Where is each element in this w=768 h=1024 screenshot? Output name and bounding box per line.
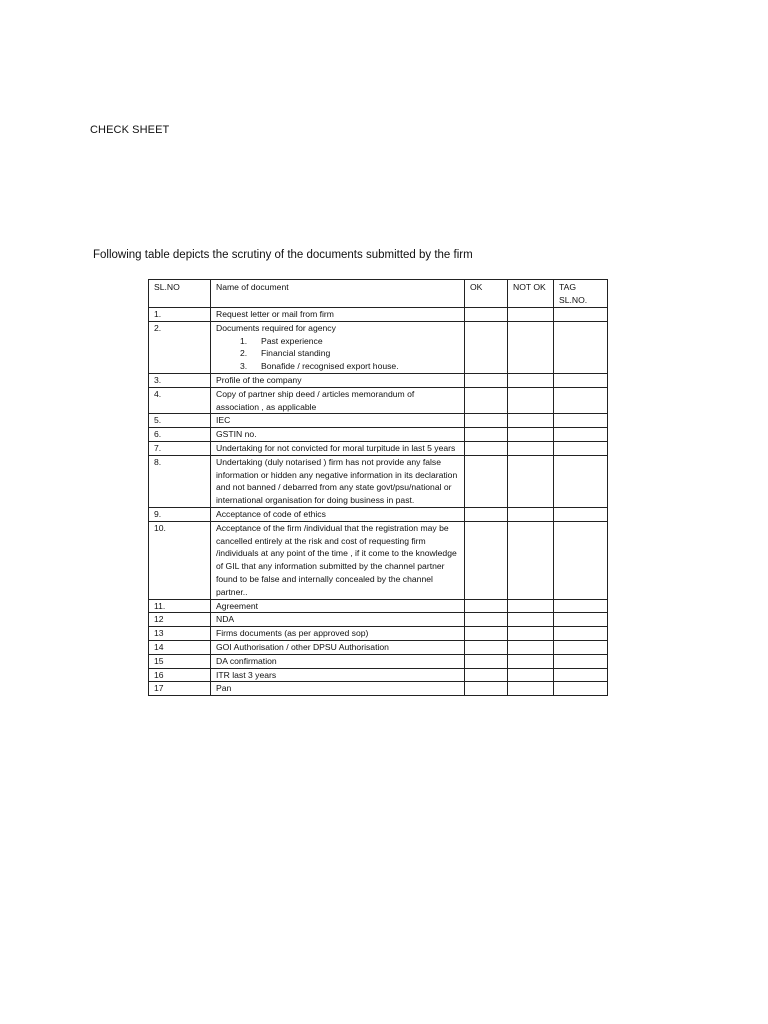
sub-item-number: 1.: [240, 335, 248, 346]
cell-not-ok: [508, 387, 554, 414]
cell-document-name: [211, 441, 465, 455]
cell-ok: [465, 599, 508, 613]
cell-not-ok: [508, 441, 554, 455]
cell-not-ok: [508, 682, 554, 696]
cell-ok: [465, 321, 508, 373]
cell-tag-sl-no: [554, 640, 608, 654]
cell-document-name: [211, 455, 465, 507]
document-name: IEC: [216, 415, 231, 426]
cell-document-name: [211, 428, 465, 442]
cell-document-name: [211, 627, 465, 641]
cell-sl-no: 16: [149, 668, 211, 682]
table-row: [149, 654, 608, 668]
cell-sl-no: 6.: [149, 428, 211, 442]
sub-list-item: [240, 335, 459, 348]
table-row: [149, 668, 608, 682]
cell-document-name: [211, 640, 465, 654]
header-tag: TAG SL.NO.: [554, 280, 608, 308]
cell-ok: [465, 428, 508, 442]
cell-tag-sl-no: [554, 668, 608, 682]
document-name: Acceptance of the firm /individual that the registration may be cancelled entirely at the risk and cost of requesting firm /individuals at any point of the time , if it come to the knowledge of GIL that any information submitted by the channel partner found to be false and internally concealed by the channel partner..: [216, 522, 457, 597]
header-sl-no: SL.NO: [149, 280, 211, 308]
cell-ok: [465, 308, 508, 322]
document-name: Undertaking (duly notarised ) firm has not provide any false information or hidden any negative information in its declaration and not banned / debarred from any state govt/psu/national or international organisation for doing business in past.: [216, 456, 458, 506]
cell-not-ok: [508, 668, 554, 682]
document-name: NDA: [216, 614, 235, 625]
table-row: [149, 627, 608, 641]
cell-sl-no: 3.: [149, 373, 211, 387]
cell-tag-sl-no: [554, 387, 608, 414]
cell-tag-sl-no: [554, 599, 608, 613]
cell-sl-no: 13: [149, 627, 211, 641]
cell-tag-sl-no: [554, 521, 608, 599]
cell-not-ok: [508, 627, 554, 641]
cell-document-name: [211, 668, 465, 682]
cell-sl-no: 11.: [149, 599, 211, 613]
cell-ok: [465, 373, 508, 387]
header-name: Name of document: [211, 280, 465, 308]
table-row: [149, 521, 608, 599]
sub-item-text: Past experience: [261, 335, 323, 346]
table-row: [149, 308, 608, 322]
table-row: [149, 613, 608, 627]
cell-ok: [465, 414, 508, 428]
cell-sl-no: 17: [149, 682, 211, 696]
cell-tag-sl-no: [554, 455, 608, 507]
cell-not-ok: [508, 507, 554, 521]
cell-sl-no: 12: [149, 613, 211, 627]
cell-tag-sl-no: [554, 373, 608, 387]
sub-item-text: Financial standing: [261, 348, 331, 359]
cell-tag-sl-no: [554, 321, 608, 373]
cell-tag-sl-no: [554, 414, 608, 428]
table-header-row: [149, 280, 608, 308]
cell-document-name: [211, 521, 465, 599]
document-name: Firms documents (as per approved sop): [216, 628, 369, 639]
document-name: Pan: [216, 683, 232, 694]
table-row: [149, 682, 608, 696]
document-name: ITR last 3 years: [216, 669, 277, 680]
page-title: CHECK SHEET: [90, 124, 170, 136]
sub-list-item: [240, 360, 459, 373]
document-name: Profile of the company: [216, 374, 302, 385]
table-row: [149, 414, 608, 428]
cell-not-ok: [508, 414, 554, 428]
table-row: [149, 441, 608, 455]
cell-ok: [465, 640, 508, 654]
cell-sl-no: 5.: [149, 414, 211, 428]
cell-not-ok: [508, 428, 554, 442]
cell-not-ok: [508, 455, 554, 507]
header-ok: OK: [465, 280, 508, 308]
table-row: [149, 455, 608, 507]
cell-document-name: [211, 507, 465, 521]
cell-ok: [465, 654, 508, 668]
table-row: [149, 373, 608, 387]
intro-text: Following table depicts the scrutiny of the documents submitted by the firm: [93, 249, 473, 261]
table-row: [149, 507, 608, 521]
cell-tag-sl-no: [554, 428, 608, 442]
document-name: Agreement: [216, 600, 259, 611]
cell-tag-sl-no: [554, 613, 608, 627]
cell-ok: [465, 627, 508, 641]
cell-tag-sl-no: [554, 507, 608, 521]
cell-document-name: [211, 654, 465, 668]
cell-sl-no: 7.: [149, 441, 211, 455]
cell-document-name: [211, 387, 465, 414]
cell-document-name: [211, 308, 465, 322]
cell-ok: [465, 668, 508, 682]
sub-item-text: Bonafide / recognised export house.: [261, 361, 399, 372]
cell-not-ok: [508, 321, 554, 373]
cell-document-name: [211, 613, 465, 627]
cell-sl-no: 15: [149, 654, 211, 668]
cell-tag-sl-no: [554, 654, 608, 668]
sub-item-number: 3.: [240, 361, 248, 372]
cell-document-name: [211, 599, 465, 613]
cell-document-name: [211, 321, 465, 373]
cell-sl-no: 2.: [149, 321, 211, 373]
table-body: [149, 308, 608, 696]
cell-not-ok: [508, 613, 554, 627]
document-name: Undertaking for not convicted for moral turpitude in last 5 years: [216, 442, 456, 453]
cell-ok: [465, 387, 508, 414]
cell-document-name: [211, 682, 465, 696]
cell-ok: [465, 455, 508, 507]
cell-not-ok: [508, 654, 554, 668]
document-name: Request letter or mail from firm: [216, 309, 334, 319]
cell-not-ok: [508, 640, 554, 654]
document-name: Copy of partner ship deed / articles memorandum of association , as applicable: [216, 388, 415, 412]
table-row: [149, 640, 608, 654]
table-row: [149, 599, 608, 613]
cell-sl-no: 9.: [149, 507, 211, 521]
cell-tag-sl-no: [554, 682, 608, 696]
sub-item-number: 2.: [240, 348, 248, 359]
sub-list: [216, 335, 459, 373]
cell-sl-no: 4.: [149, 387, 211, 414]
document-name: Acceptance of code of ethics: [216, 508, 326, 519]
cell-tag-sl-no: [554, 627, 608, 641]
cell-document-name: [211, 414, 465, 428]
cell-tag-sl-no: [554, 308, 608, 322]
cell-ok: [465, 682, 508, 696]
cell-not-ok: [508, 373, 554, 387]
cell-not-ok: [508, 308, 554, 322]
cell-not-ok: [508, 599, 554, 613]
cell-ok: [465, 521, 508, 599]
document-name: Documents required for agency: [216, 322, 336, 333]
document-name: DA confirmation: [216, 655, 277, 666]
cell-not-ok: [508, 521, 554, 599]
sub-list-item: [240, 347, 459, 360]
cell-sl-no: 10.: [149, 521, 211, 599]
table-row: [149, 387, 608, 414]
cell-sl-no: 1.: [149, 308, 211, 322]
check-table: [148, 279, 608, 696]
cell-document-name: [211, 373, 465, 387]
document-name: GOI Authorisation / other DPSU Authorisation: [216, 641, 389, 652]
table-row: [149, 321, 608, 373]
cell-sl-no: 8.: [149, 455, 211, 507]
cell-sl-no: 14: [149, 640, 211, 654]
table-row: [149, 428, 608, 442]
cell-ok: [465, 441, 508, 455]
cell-ok: [465, 507, 508, 521]
cell-ok: [465, 613, 508, 627]
document-name: GSTIN no.: [216, 429, 257, 440]
cell-tag-sl-no: [554, 441, 608, 455]
header-not-ok: NOT OK: [508, 280, 554, 308]
